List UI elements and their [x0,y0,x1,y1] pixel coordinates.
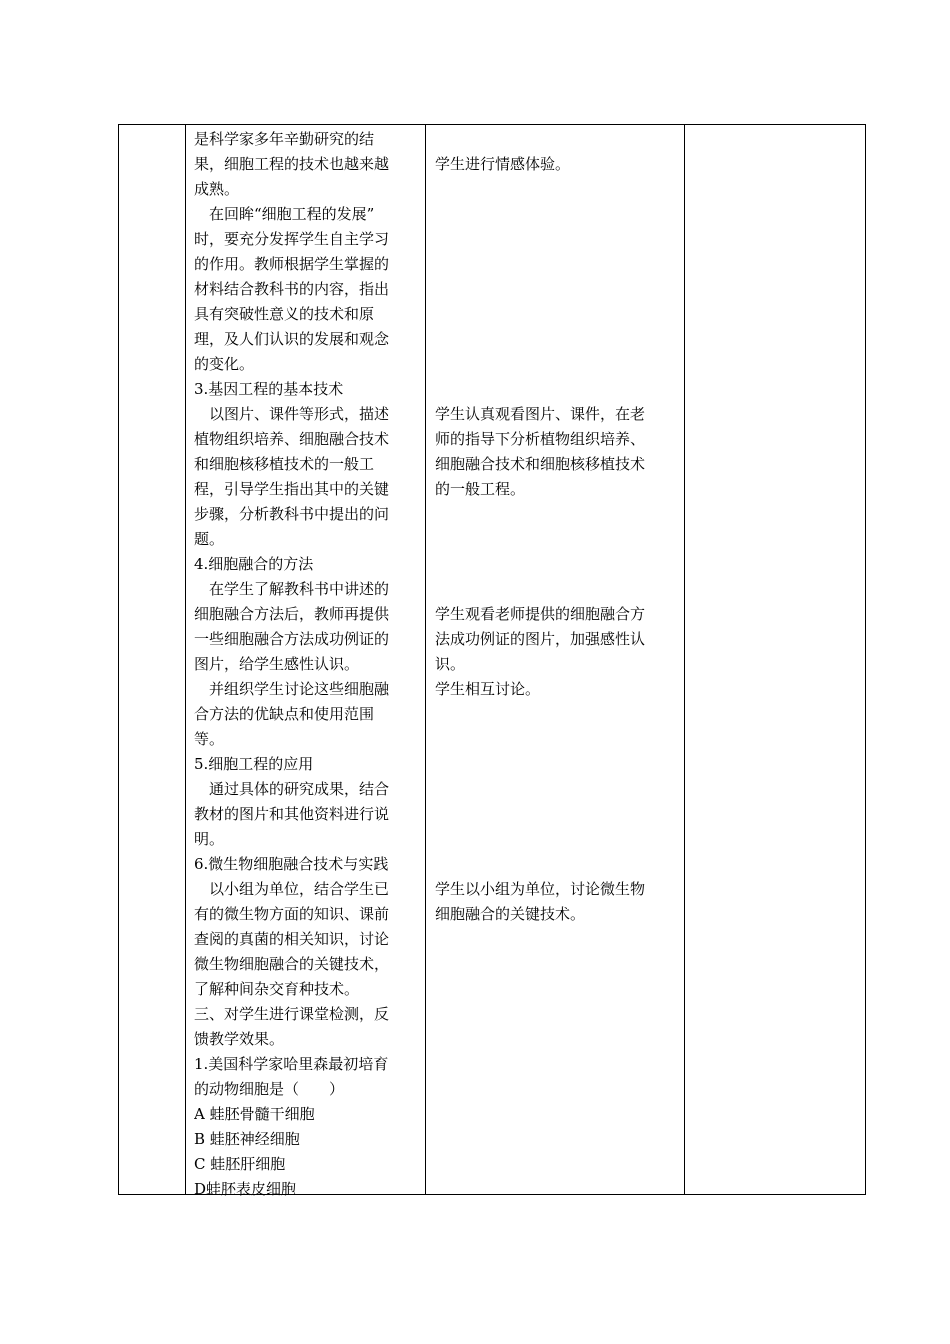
teacher-text-line: 等。 [194,730,225,748]
teacher-text-line: C 蛙胚肝细胞 [194,1155,286,1173]
teacher-text-line: A 蛙胚骨髓干细胞 [194,1105,315,1123]
teacher-text-line: 植物组织培养、细胞融合技术 [194,430,390,448]
lesson-plan-table [118,124,866,1198]
teacher-text-line: 在回眸“细胞工程的发展” [194,205,375,223]
student-text-line: 学生以小组为单位，讨论微生物 [435,880,646,898]
teacher-text-line: D蛙胚表皮细胞 [194,1180,297,1198]
student-text-line: 细胞融合技术和细胞核移植技术 [435,455,646,473]
teacher-text-line: 1.美国科学家哈里森最初培育 [194,1055,389,1073]
teacher-text-line: 6.微生物细胞融合技术与实践 [194,855,389,873]
teacher-text-line: 材料结合教科书的内容，指出 [194,280,390,298]
teacher-text-line: 查阅的真菌的相关知识，讨论 [194,930,390,948]
teacher-text-line: 时，要充分发挥学生自主学习 [194,230,390,248]
teacher-text-line: 具有突破性意义的技术和原 [194,305,375,323]
teacher-text-line: 以小组为单位，结合学生已 [194,880,390,898]
teacher-text-line: 理，及人们认识的发展和观念 [194,330,390,348]
student-text-line: 学生进行情感体验。 [435,155,571,173]
teacher-text-line: 细胞融合方法后，教师再提供 [194,605,390,623]
teacher-text-line: 教材的图片和其他资料进行说 [194,805,390,823]
teacher-text-line: 的变化。 [194,355,255,373]
teacher-text-line: 有的微生物方面的知识、课前 [194,905,390,923]
teacher-text-line: 步骤，分析教科书中提出的问 [194,505,390,523]
teacher-text-line: 和细胞核移植技术的一般工 [194,455,375,473]
teacher-text-line: 题。 [194,530,225,548]
table-row [119,125,866,1195]
teacher-text-line: 一些细胞融合方法成功例证的 [194,630,390,648]
student-text-line: 的一般工程。 [435,480,526,498]
student-text-line: 师的指导下分析植物组织培养、 [435,430,646,448]
teacher-text-line: 以图片、课件等形式，描述 [194,405,390,423]
teacher-text-line: 并组织学生讨论这些细胞融 [194,680,390,698]
teacher-text-line: 果，细胞工程的技术也越来越 [194,155,390,173]
teacher-text-line: 馈教学效果。 [194,1030,285,1048]
student-text-line: 学生观看老师提供的细胞融合方 [435,605,646,623]
column-teacher-activity [186,125,426,1198]
teacher-text-line: 5.细胞工程的应用 [194,755,314,773]
student-text-line: 细胞融合的关键技术。 [435,905,586,923]
student-text-line: 识。 [435,655,466,673]
teacher-text-line: 的动物细胞是（ ） [194,1080,345,1098]
teacher-text-line: 微生物细胞融合的关键技术， [194,955,390,973]
teacher-text-line: 3.基因工程的基本技术 [194,380,344,398]
column-empty-left [119,125,186,1195]
column-empty-right [685,125,866,1195]
teacher-text-line: 图片，给学生感性认识。 [194,655,360,673]
student-text-line: 学生相互讨论。 [435,680,541,698]
teacher-text-line: 合方法的优缺点和使用范围 [194,705,375,723]
teacher-text-line: 在学生了解教科书中讲述的 [194,580,390,598]
teacher-text-line: 成熟。 [194,180,240,198]
teacher-text-line: 是科学家多年辛勤研究的结 [194,130,375,148]
teacher-text-line: 三、对学生进行课堂检测，反 [194,1005,390,1023]
teacher-text-line: 4.细胞融合的方法 [194,555,314,573]
column-student-activity [426,125,685,1195]
teacher-text-line: 了解种间杂交育种技术。 [194,980,360,998]
teacher-text-line: 的作用。教师根据学生掌握的 [194,255,390,273]
student-text-line: 法成功例证的图片，加强感性认 [435,630,646,648]
teacher-text-line: 明。 [194,830,225,848]
teacher-text-line: 通过具体的研究成果，结合 [194,780,390,798]
teacher-text-line: 程，引导学生指出其中的关键 [194,480,390,498]
teacher-text-line: B 蛙胚神经细胞 [194,1130,300,1148]
student-text-line: 学生认真观看图片、课件，在老 [435,405,646,423]
